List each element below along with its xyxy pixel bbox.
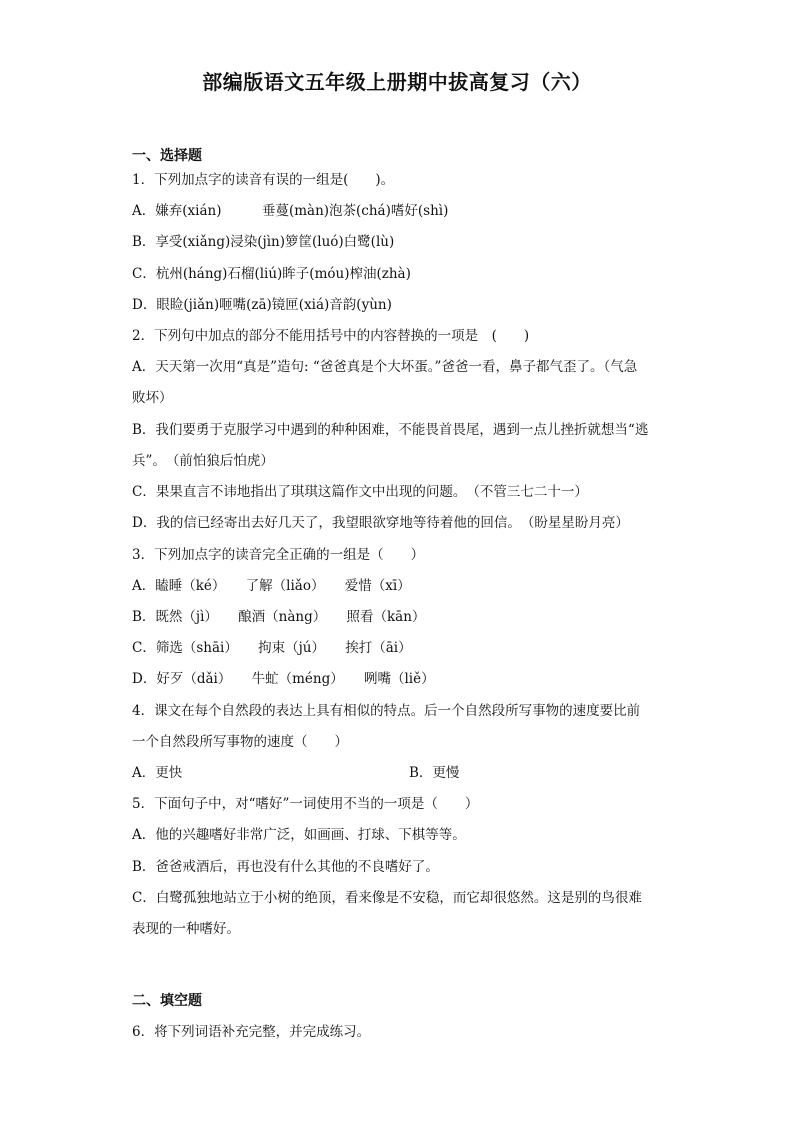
question-2-option-d: D．我的信已经寄出去好几天了，我望眼欲穿地等待着他的回信。 （盼星星盼月亮） xyxy=(132,515,629,531)
question-5-option-a: A．他的兴趣嗜好非常广泛，如画画、打球、下棋等等。 xyxy=(132,827,466,843)
question-4-options xyxy=(132,763,672,783)
question-5-option-c-line2: 表现的一种嗜好。 xyxy=(132,921,240,937)
question-2-option-a-line1: A．天天第一次用“真是”造句: “爸爸真是个大坏蛋。”爸爸一看，鼻子都气歪了。（气急 xyxy=(132,359,638,375)
question-4-stem-line1: 4．课文在每个自然段的表达上具有相似的特点。后一个自然段所写事物的速度要比前 xyxy=(132,703,641,719)
page-title: 部编版语文五年级上册期中拔高复习（六） xyxy=(202,70,592,94)
question-3-option-b: B．既然（jì） 酿酒（nàng） 照看（kān） xyxy=(132,609,426,625)
question-3-stem: 3．下列加点字的读音完全正确的一组是（ ） xyxy=(132,547,425,563)
question-6-stem: 6．将下列词语补充完整，并完成练习。 xyxy=(132,1024,371,1040)
question-2-option-c: C．果果直言不讳地指出了琪琪这篇作文中出现的问题。 （不管三七二十一） xyxy=(132,484,588,500)
question-3-option-a: A．瞌睡（ké） 了解（liǎo） 爱惜（xī） xyxy=(132,578,411,594)
question-2-stem: 2．下列句中加点的部分不能用括号中的内容替换的一项是 ( ) xyxy=(132,328,530,344)
question-1-option-a: A．嫌弃(xián) 垂蔓(màn)泡茶(chá)嗜好(shì) xyxy=(132,203,449,219)
question-2-option-b-line2: 兵”。 （前怕狼后怕虎） xyxy=(132,453,274,469)
section-heading-choice: 一、选择题 xyxy=(132,148,202,164)
question-2-option-a-line2: 败坏） xyxy=(132,390,173,406)
question-1-option-c: C．杭州(háng)石榴(liú)眸子(móu)榨油(zhà) xyxy=(132,266,411,282)
question-1-option-b: B．享受(xiǎng)浸染(jìn)箩筐(luó)白鹭(lù) xyxy=(132,234,395,250)
question-1-option-d: D．眼睑(jiǎn)咂嘴(zā)镜匣(xiá)音韵(yùn) xyxy=(132,297,392,313)
question-5-option-b: B．爸爸戒酒后，再也没有什么其他的不良嗜好了。 xyxy=(132,859,439,875)
question-4-option-b: B．更慢 xyxy=(409,765,460,781)
question-1-stem: 1．下列加点字的读音有误的一组是( )。 xyxy=(132,172,395,188)
question-5-stem: 5．下面句子中，对“嗜好”一词使用不当的一项是（ ） xyxy=(132,796,479,812)
question-2-option-b-line1: B．我们要勇于克服学习中遇到的种种困难，不能畏首畏尾，遇到一点儿挫折就想当“逃 xyxy=(132,422,649,438)
question-3-option-d: D．好歹（dǎi） 牛虻（méng） 咧嘴（liě） xyxy=(132,671,435,687)
question-5-option-c-line1: C．白鹭孤独地站立于小树的绝顶，看来像是不安稳，而它却很悠然。这是别的鸟很难 xyxy=(132,890,642,906)
question-4-option-a: A．更快 xyxy=(132,765,183,781)
section-heading-fill-blank: 二、填空题 xyxy=(132,993,202,1009)
question-3-option-c: C．筛选（shāi） 拘束（jú） 挨打（āi） xyxy=(132,640,412,656)
question-4-stem-line2: 一个自然段所写事物的速度（ ） xyxy=(132,734,348,750)
